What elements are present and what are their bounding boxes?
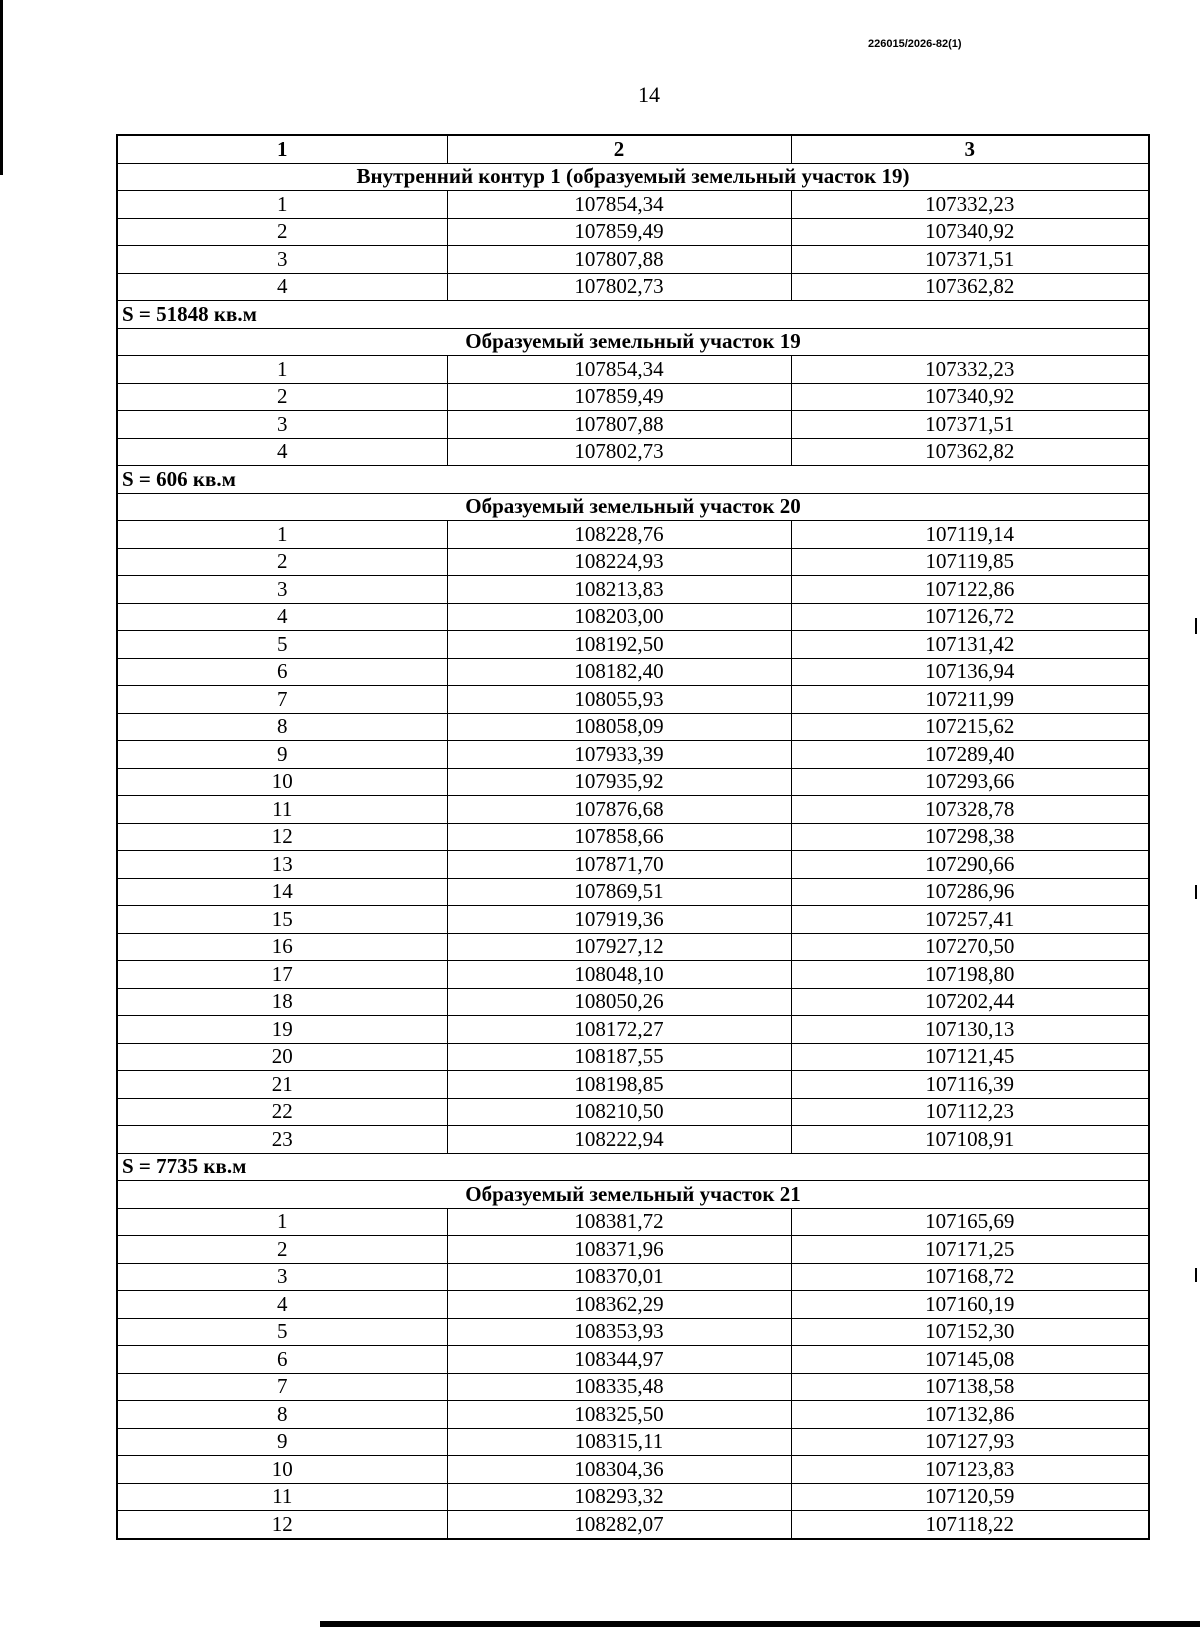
area-value: S = 606 кв.м: [117, 466, 1149, 494]
coordinate-y: 107332,23: [791, 356, 1149, 384]
table-row: [117, 1483, 1149, 1511]
coordinate-x: 108187,55: [447, 1043, 791, 1071]
table-row: [117, 1236, 1149, 1264]
point-number: 3: [117, 411, 447, 439]
coordinate-y: 107198,80: [791, 961, 1149, 989]
table-row: [117, 1208, 1149, 1236]
table-row: [117, 878, 1149, 906]
coordinate-y: 107127,93: [791, 1428, 1149, 1456]
table-row: [117, 988, 1149, 1016]
coordinate-y: 107290,66: [791, 851, 1149, 879]
coordinate-y: 107121,45: [791, 1043, 1149, 1071]
point-number: 18: [117, 988, 447, 1016]
coordinate-y: 107120,59: [791, 1483, 1149, 1511]
coordinate-y: 107171,25: [791, 1236, 1149, 1264]
area-row: [117, 1153, 1149, 1181]
document-id: 226015/2026-82(1): [868, 38, 962, 50]
scan-bottom-line: [320, 1621, 1200, 1627]
table-row: [117, 356, 1149, 384]
coordinate-y: 107340,92: [791, 383, 1149, 411]
table-row: [117, 823, 1149, 851]
coordinate-x: 108222,94: [447, 1126, 791, 1154]
point-number: 7: [117, 686, 447, 714]
section-title-row: [117, 1181, 1149, 1209]
section-title-row: [117, 493, 1149, 521]
table-row: [117, 1043, 1149, 1071]
table-row: [117, 631, 1149, 659]
area-row: [117, 466, 1149, 494]
coordinate-y: 107362,82: [791, 438, 1149, 466]
coordinate-x: 108203,00: [447, 603, 791, 631]
table-row: [117, 273, 1149, 301]
table-row: [117, 1071, 1149, 1099]
coordinate-y: 107145,08: [791, 1346, 1149, 1374]
table-row: [117, 576, 1149, 604]
coordinate-y: 107168,72: [791, 1263, 1149, 1291]
point-number: 4: [117, 273, 447, 301]
table-row: [117, 1511, 1149, 1539]
coordinate-y: 107123,83: [791, 1456, 1149, 1484]
coordinate-x: 107858,66: [447, 823, 791, 851]
coordinate-y: 107112,23: [791, 1098, 1149, 1126]
table-row: [117, 218, 1149, 246]
point-number: 4: [117, 1291, 447, 1319]
coordinate-y: 107136,94: [791, 658, 1149, 686]
point-number: 5: [117, 631, 447, 659]
coordinate-x: 107854,34: [447, 356, 791, 384]
table-row: [117, 246, 1149, 274]
coordinate-x: 108210,50: [447, 1098, 791, 1126]
coordinate-y: 107328,78: [791, 796, 1149, 824]
table-row: [117, 1373, 1149, 1401]
coordinate-y: 107286,96: [791, 878, 1149, 906]
coordinate-x: 107871,70: [447, 851, 791, 879]
coordinate-y: 107371,51: [791, 411, 1149, 439]
coordinate-y: 107371,51: [791, 246, 1149, 274]
coordinate-x: 108353,93: [447, 1318, 791, 1346]
coordinate-x: 107859,49: [447, 218, 791, 246]
section-title: Внутренний контур 1 (образуемый земельный участок 19): [117, 163, 1149, 191]
section-title-row: [117, 163, 1149, 191]
table-row: [117, 548, 1149, 576]
coordinate-y: 107119,14: [791, 521, 1149, 549]
point-number: 10: [117, 1456, 447, 1484]
point-number: 3: [117, 1263, 447, 1291]
point-number: 11: [117, 1483, 447, 1511]
coordinate-x: 108325,50: [447, 1401, 791, 1429]
table-row: [117, 741, 1149, 769]
coordinate-y: 107293,66: [791, 768, 1149, 796]
coordinate-y: 107138,58: [791, 1373, 1149, 1401]
point-number: 7: [117, 1373, 447, 1401]
coordinate-x: 108282,07: [447, 1511, 791, 1539]
table-row: [117, 383, 1149, 411]
coordinate-x: 107802,73: [447, 438, 791, 466]
table-row: [117, 961, 1149, 989]
coordinate-x: 107802,73: [447, 273, 791, 301]
table-row: [117, 1016, 1149, 1044]
coordinate-x: 108304,36: [447, 1456, 791, 1484]
coordinates-table: [116, 134, 1150, 1540]
point-number: 1: [117, 356, 447, 384]
point-number: 3: [117, 246, 447, 274]
table-row: [117, 768, 1149, 796]
point-number: 4: [117, 438, 447, 466]
coordinate-y: 107132,86: [791, 1401, 1149, 1429]
column-header: 1: [117, 135, 447, 163]
table-row: [117, 1263, 1149, 1291]
coordinate-y: 107332,23: [791, 191, 1149, 219]
table-row: [117, 713, 1149, 741]
coordinate-x: 108055,93: [447, 686, 791, 714]
coordinate-y: 107257,41: [791, 906, 1149, 934]
coordinate-y: 107215,62: [791, 713, 1149, 741]
point-number: 2: [117, 1236, 447, 1264]
table-row: [117, 686, 1149, 714]
coordinate-x: 107933,39: [447, 741, 791, 769]
coordinate-y: 107362,82: [791, 273, 1149, 301]
coordinate-y: 107211,99: [791, 686, 1149, 714]
coordinate-x: 108048,10: [447, 961, 791, 989]
coordinate-y: 107165,69: [791, 1208, 1149, 1236]
coordinates-table-body: [117, 135, 1149, 1539]
coordinate-y: 107152,30: [791, 1318, 1149, 1346]
point-number: 20: [117, 1043, 447, 1071]
point-number: 4: [117, 603, 447, 631]
point-number: 2: [117, 548, 447, 576]
table-row: [117, 1098, 1149, 1126]
coordinate-x: 108224,93: [447, 548, 791, 576]
point-number: 15: [117, 906, 447, 934]
section-title: Образуемый земельный участок 19: [117, 328, 1149, 356]
table-row: [117, 1428, 1149, 1456]
coordinate-x: 108371,96: [447, 1236, 791, 1264]
section-title: Образуемый земельный участок 21: [117, 1181, 1149, 1209]
coordinate-x: 108050,26: [447, 988, 791, 1016]
point-number: 16: [117, 933, 447, 961]
coordinate-y: 107122,86: [791, 576, 1149, 604]
point-number: 9: [117, 1428, 447, 1456]
scan-edge-mark: [1195, 1268, 1197, 1282]
coordinate-y: 107126,72: [791, 603, 1149, 631]
coordinate-x: 108192,50: [447, 631, 791, 659]
area-value: S = 7735 кв.м: [117, 1153, 1149, 1181]
coordinate-x: 108213,83: [447, 576, 791, 604]
area-row: [117, 301, 1149, 329]
point-number: 9: [117, 741, 447, 769]
table-row: [117, 411, 1149, 439]
point-number: 6: [117, 1346, 447, 1374]
table-row: [117, 1456, 1149, 1484]
point-number: 8: [117, 713, 447, 741]
table-row: [117, 1126, 1149, 1154]
coordinate-x: 107807,88: [447, 411, 791, 439]
coordinate-y: 107160,19: [791, 1291, 1149, 1319]
coordinate-x: 107854,34: [447, 191, 791, 219]
table-row: [117, 191, 1149, 219]
table-row: [117, 658, 1149, 686]
point-number: 2: [117, 383, 447, 411]
coordinate-x: 107807,88: [447, 246, 791, 274]
table-row: [117, 906, 1149, 934]
table-row: [117, 933, 1149, 961]
coordinate-x: 107869,51: [447, 878, 791, 906]
point-number: 6: [117, 658, 447, 686]
point-number: 1: [117, 191, 447, 219]
coordinate-x: 108344,97: [447, 1346, 791, 1374]
coordinate-x: 107927,12: [447, 933, 791, 961]
point-number: 1: [117, 1208, 447, 1236]
point-number: 12: [117, 823, 447, 851]
section-title-row: [117, 328, 1149, 356]
coordinate-x: 107876,68: [447, 796, 791, 824]
point-number: 5: [117, 1318, 447, 1346]
coordinate-y: 107289,40: [791, 741, 1149, 769]
point-number: 21: [117, 1071, 447, 1099]
coordinate-y: 107131,42: [791, 631, 1149, 659]
table-row: [117, 796, 1149, 824]
coordinate-x: 108228,76: [447, 521, 791, 549]
point-number: 2: [117, 218, 447, 246]
table-row: [117, 851, 1149, 879]
coordinate-x: 108182,40: [447, 658, 791, 686]
coordinate-x: 108335,48: [447, 1373, 791, 1401]
point-number: 8: [117, 1401, 447, 1429]
table-row: [117, 521, 1149, 549]
coordinate-x: 108058,09: [447, 713, 791, 741]
point-number: 17: [117, 961, 447, 989]
coordinate-y: 107108,91: [791, 1126, 1149, 1154]
coordinate-x: 108198,85: [447, 1071, 791, 1099]
table-header-row: [117, 135, 1149, 163]
coordinate-x: 108172,27: [447, 1016, 791, 1044]
coordinate-y: 107116,39: [791, 1071, 1149, 1099]
coordinate-x: 108315,11: [447, 1428, 791, 1456]
point-number: 10: [117, 768, 447, 796]
coordinate-x: 107859,49: [447, 383, 791, 411]
table-row: [117, 1291, 1149, 1319]
coordinate-x: 108362,29: [447, 1291, 791, 1319]
page-number: 14: [638, 82, 660, 107]
area-value: S = 51848 кв.м: [117, 301, 1149, 329]
column-header: 3: [791, 135, 1149, 163]
point-number: 3: [117, 576, 447, 604]
point-number: 22: [117, 1098, 447, 1126]
coordinate-y: 107118,22: [791, 1511, 1149, 1539]
coordinate-y: 107340,92: [791, 218, 1149, 246]
coordinate-x: 108293,32: [447, 1483, 791, 1511]
table-row: [117, 603, 1149, 631]
point-number: 23: [117, 1126, 447, 1154]
table-row: [117, 1346, 1149, 1374]
section-title: Образуемый земельный участок 20: [117, 493, 1149, 521]
coordinate-x: 108381,72: [447, 1208, 791, 1236]
column-header: 2: [447, 135, 791, 163]
coordinate-y: 107202,44: [791, 988, 1149, 1016]
coordinate-x: 107935,92: [447, 768, 791, 796]
coordinate-y: 107270,50: [791, 933, 1149, 961]
coordinate-y: 107130,13: [791, 1016, 1149, 1044]
coordinate-y: 107119,85: [791, 548, 1149, 576]
coordinate-y: 107298,38: [791, 823, 1149, 851]
coordinate-x: 107919,36: [447, 906, 791, 934]
point-number: 1: [117, 521, 447, 549]
point-number: 13: [117, 851, 447, 879]
point-number: 14: [117, 878, 447, 906]
point-number: 19: [117, 1016, 447, 1044]
coordinates-table-container: [116, 134, 1148, 1540]
table-row: [117, 438, 1149, 466]
point-number: 12: [117, 1511, 447, 1539]
scan-edge-mark: [1195, 618, 1197, 634]
table-row: [117, 1401, 1149, 1429]
scan-edge-mark: [0, 0, 3, 175]
coordinate-x: 108370,01: [447, 1263, 791, 1291]
scan-edge-mark: [1195, 885, 1197, 899]
point-number: 11: [117, 796, 447, 824]
table-row: [117, 1318, 1149, 1346]
